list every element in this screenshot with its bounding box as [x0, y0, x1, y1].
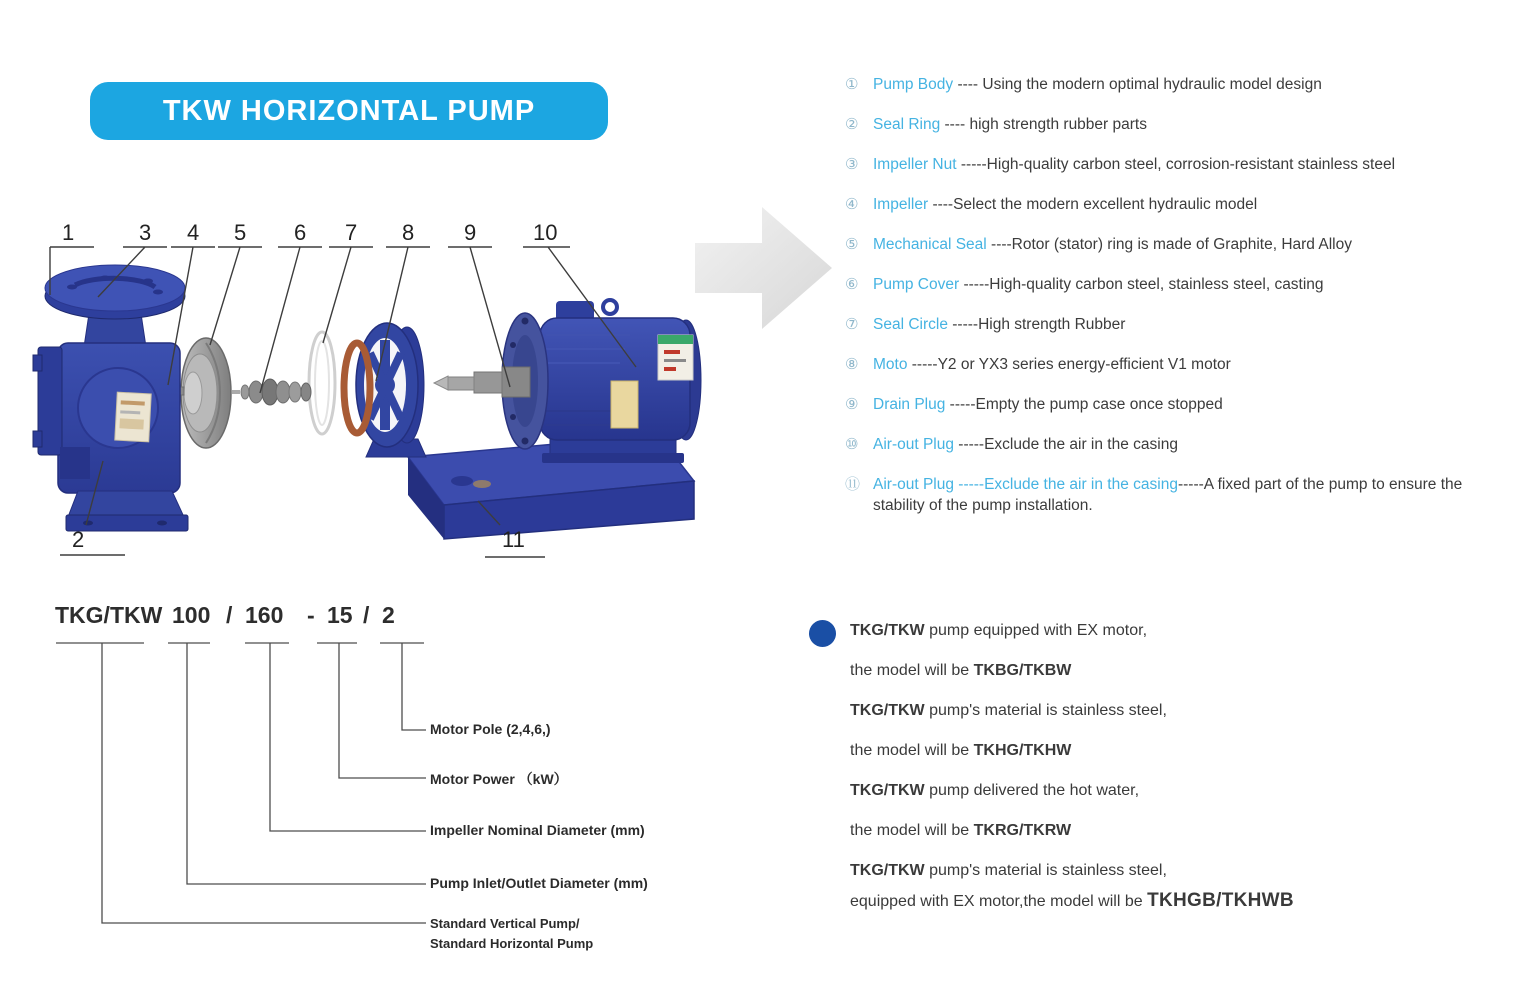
model-separator: / — [226, 602, 233, 628]
note-text: pump's material is stainless steel, — [924, 702, 1167, 719]
motor-shaft — [434, 367, 530, 397]
part-name: Seal Ring — [873, 116, 941, 133]
bullet-circle-icon — [809, 620, 836, 647]
model-code-connector-lines — [40, 598, 740, 970]
part-desc: ----Select the modern excellent hydraulic model — [928, 196, 1258, 213]
callout-3: 3 — [139, 220, 152, 245]
part-desc: ---- Using the modern optimal hydraulic model design — [953, 76, 1322, 93]
part-desc: -----High-quality carbon steel, corrosion-resistant stainless steel — [956, 156, 1396, 173]
model-label-standard-vertical: Standard Vertical Pump/ — [430, 916, 580, 931]
list-item — [845, 154, 1495, 175]
note-line — [850, 821, 1410, 840]
part-name: Impeller — [873, 196, 929, 213]
note-text: pump delivered the hot water, — [924, 782, 1140, 799]
note-text: pump equipped with EX motor, — [924, 622, 1148, 639]
motor — [502, 300, 701, 463]
callout-2: 2 — [72, 527, 85, 552]
model-label-motor-power: Motor Power （kW） — [430, 771, 568, 787]
list-item — [845, 234, 1495, 255]
impeller — [181, 338, 231, 448]
part-number: ⑦ — [845, 316, 859, 333]
note-bold: TKHGB/TKHWB — [1147, 890, 1294, 911]
note-text: pump's material is stainless steel, — [924, 862, 1167, 879]
list-item — [845, 474, 1495, 516]
note-line — [850, 861, 1410, 880]
part-desc: -----High strength Rubber — [947, 316, 1126, 333]
part-name: Mechanical Seal — [873, 236, 987, 253]
part-number: ⑥ — [845, 276, 859, 293]
note-bold: TKG/TKW — [850, 702, 925, 719]
part-number: ⑩ — [845, 436, 859, 453]
part-number: ① — [845, 76, 859, 93]
note-text: the model will be — [850, 742, 974, 759]
callout-8: 8 — [402, 220, 415, 245]
model-segment-inlet: 100 — [172, 602, 211, 628]
model-separator: / — [363, 602, 370, 628]
title-banner — [90, 82, 608, 140]
note-line — [850, 621, 1410, 640]
note-bold: TKG/TKW — [850, 622, 925, 639]
model-label-motor-pole: Motor Pole (2,4,6,) — [430, 721, 551, 737]
callout-10: 10 — [533, 220, 558, 245]
part-name: Drain Plug — [873, 396, 946, 413]
callout-7: 7 — [345, 220, 358, 245]
part-name: Impeller Nut — [873, 156, 957, 173]
note-bold: TKRG/TKRW — [973, 822, 1072, 839]
model-segment-impeller: 160 — [245, 602, 284, 628]
part-desc: -----A fixed part of the pump to ensure the stability of the pump installation. — [873, 476, 1463, 514]
note-line — [850, 741, 1410, 760]
motor-label — [658, 335, 693, 380]
note-line — [850, 661, 1410, 680]
part-name: Pump Cover — [873, 276, 960, 293]
model-label-standard-horizontal: Standard Horizontal Pump — [430, 936, 594, 951]
callout-1: 1 — [62, 220, 75, 245]
note-line — [850, 781, 1410, 800]
part-name: Seal Circle — [873, 316, 948, 333]
list-item — [845, 434, 1495, 455]
note-bold: TKBG/TKBW — [973, 662, 1072, 679]
part-number: ⑧ — [845, 356, 859, 373]
seal-circle — [309, 332, 335, 434]
part-desc: ---- high strength rubber parts — [940, 116, 1147, 133]
model-notes — [850, 621, 1410, 932]
part-number: ⑤ — [845, 236, 859, 253]
part-number: ③ — [845, 156, 859, 173]
callout-6: 6 — [294, 220, 307, 245]
arrow-right-icon — [695, 207, 832, 329]
pump-exploded-diagram — [30, 195, 840, 580]
part-desc: -----High-quality carbon steel, stainless steel, casting — [959, 276, 1324, 293]
note-text: the model will be — [850, 662, 974, 679]
parts-list — [845, 74, 1495, 535]
part-name: Moto — [873, 356, 908, 373]
part-name: Air-out Plug -----Exclude the air in the casing — [873, 476, 1178, 493]
part-name: Pump Body — [873, 76, 954, 93]
page-title: TKW HORIZONTAL PUMP — [162, 94, 536, 127]
pump-body-sticker — [115, 392, 151, 442]
list-item — [845, 314, 1495, 335]
part-number: ⑨ — [845, 396, 859, 413]
part-number: ⑪ — [845, 476, 861, 493]
model-separator: - — [307, 602, 315, 628]
list-item — [845, 194, 1495, 215]
mechanical-seal-parts — [232, 379, 311, 405]
part-desc: ----Rotor (stator) ring is made of Graphite, Hard Alloy — [986, 236, 1352, 253]
model-segment-power: 15 — [327, 602, 353, 628]
callout-11: 11 — [502, 527, 525, 552]
note-bold: TKG/TKW — [850, 782, 925, 799]
motor-nameplate — [611, 381, 638, 428]
part-number: ② — [845, 116, 859, 133]
list-item — [845, 274, 1495, 295]
model-label-inlet-diameter: Pump Inlet/Outlet Diameter (mm) — [430, 875, 648, 891]
model-label-impeller-diameter: Impeller Nominal Diameter (mm) — [430, 822, 645, 838]
model-segment-series: TKG/TKW — [55, 602, 163, 628]
pump-body — [33, 265, 188, 531]
list-item — [845, 354, 1495, 375]
part-number: ④ — [845, 196, 859, 213]
note-bold: TKG/TKW — [850, 862, 925, 879]
part-desc: -----Y2 or YX3 series energy-efficient V1 motor — [907, 356, 1231, 373]
callout-5: 5 — [234, 220, 247, 245]
list-item — [845, 394, 1495, 415]
note-text: the model will be — [850, 822, 974, 839]
note-line — [850, 891, 1410, 911]
list-item — [845, 74, 1495, 95]
note-bold: TKHG/TKHW — [973, 742, 1072, 759]
part-desc: -----Exclude the air in the casing — [953, 436, 1178, 453]
callout-9: 9 — [464, 220, 477, 245]
list-item — [845, 114, 1495, 135]
part-desc: -----Empty the pump case once stopped — [945, 396, 1223, 413]
note-line — [850, 701, 1410, 720]
callout-4: 4 — [187, 220, 200, 245]
model-segment-pole: 2 — [382, 602, 395, 628]
note-text: equipped with EX motor,the model will be — [850, 893, 1148, 910]
part-name: Air-out Plug — [873, 436, 954, 453]
